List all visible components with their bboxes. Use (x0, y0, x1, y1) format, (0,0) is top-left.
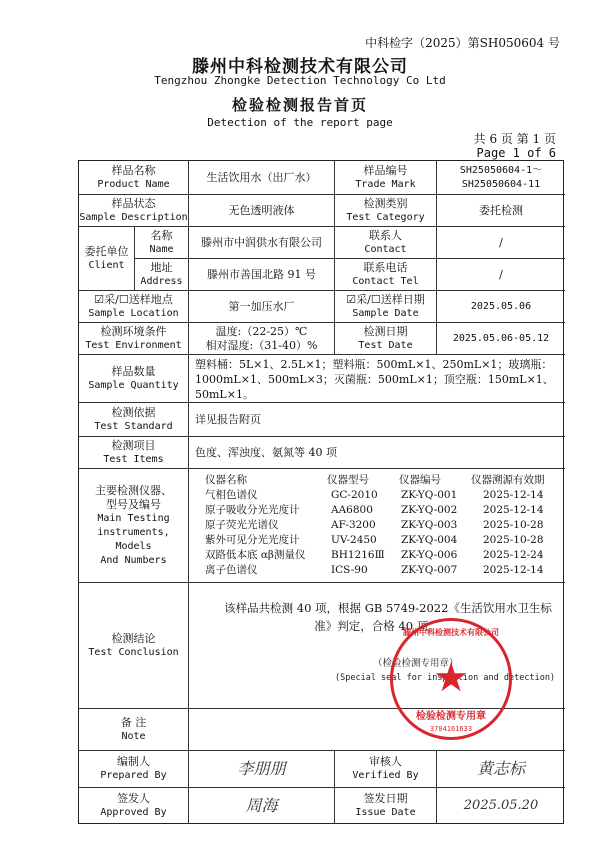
value-sample-location: 第一加压水厂 (189, 291, 335, 323)
value-environment: 温度:（22-25）℃ 相对湿度:（31-40）% (189, 323, 335, 355)
instrument-list (189, 469, 565, 583)
label-note: 备 注 Note (79, 709, 189, 751)
label-instruments: 主要检测仪器、 型号及编号 Main Testing instruments, Models And Numbers (79, 469, 189, 583)
signature-prepared: 李朋朋 (189, 751, 335, 788)
signature-approved: 周海 (189, 788, 335, 823)
seal-label-en: (Special seal for inspection and detection) (335, 673, 556, 683)
report-title-cn: 检验检测报告首页 (231, 96, 368, 114)
value-sample-desc: 无色透明液体 (189, 195, 335, 227)
label-items: 检测项目 Test Items (79, 437, 189, 469)
value-sample-name: 生活饮用水（出厂水） (189, 161, 335, 195)
page-count-en: Page 1 of 6 (476, 146, 556, 160)
label-test-date: 检测日期 Test Date (335, 323, 437, 355)
inst-header-name: 仪器名称 (205, 474, 247, 486)
value-contact-tel: / (437, 259, 565, 291)
table-row: 离子色谱仪 ICS-90 ZK-YQ-007 2025-12-14 (205, 564, 544, 576)
signature-verified: 黄志标 (437, 751, 565, 788)
value-test-category: 委托检测 (437, 195, 565, 227)
value-quantity: 塑料桶：5L×1、2.5L×1；塑料瓶：500mL×1、250mL×1；玻璃瓶：1000mL×1、500mL×3；灭菌瓶：500mL×1；顶空瓶：150mL×1、50mL×1。 (189, 355, 565, 403)
table-row: 双路低本底 αβ测量仪 BH1216Ⅲ ZK-YQ-006 2025-12-24 (205, 549, 544, 561)
seal-bottom-text: 检验检测专用章 (416, 711, 486, 722)
conclusion-text: 该样品共检测 40 项，根据 GB 5749-2022《生活饮用水卫生标准》判定，合格 40 项。 (224, 601, 552, 633)
report-code: 中科检字（2025）第SH050604 号 (365, 36, 560, 50)
label-trade-mark: 样品编号 Trade Mark (335, 161, 437, 195)
label-quantity: 样品数量 Sample Quantity (79, 355, 189, 403)
label-issue-date: 签发日期 Issue Date (335, 788, 437, 823)
company-name-cn: 滕州中科检测技术有限公司 (192, 57, 408, 77)
label-sample-date: ☑采/☐送样日期 Sample Date (335, 291, 437, 323)
value-client-name: 滕州市中润供水有限公司 (189, 227, 335, 259)
label-sample-desc: 样品状态 Sample Description (79, 195, 189, 227)
official-seal (390, 618, 512, 740)
table-row: 原子荧光光谱仪 AF-3200 ZK-YQ-003 2025-10-28 (205, 519, 544, 531)
inst-header-number: 仪器编号 (399, 474, 441, 486)
label-sample-location: ☑采/☐送样地点 Sample Location (79, 291, 189, 323)
value-issue-date: 2025.05.20 (463, 797, 539, 813)
value-standard: 详见报告附页 (189, 403, 565, 437)
label-client-name: 名称 Name (135, 227, 189, 259)
label-client: 委托单位 Client (79, 227, 135, 291)
label-approved: 签发人 Approved By (79, 788, 189, 823)
page-count-cn: 共 6 页 第 1 页 (473, 132, 556, 146)
inst-header-model: 仪器型号 (327, 474, 369, 486)
table-row: 气相色谱仪 GC-2010 ZK-YQ-001 2025-12-14 (205, 489, 544, 501)
seal-number: 3704161633 (429, 725, 473, 733)
star-icon: ★ (433, 655, 469, 701)
seal-label-cn: （检验检测专用章） (373, 658, 459, 669)
table-row: 紫外可见分光光度计 UV-2450 ZK-YQ-004 2025-10-28 (205, 534, 544, 546)
company-name-en: Tengzhou Zhongke Detection Technology Co Ltd (154, 74, 446, 87)
inst-header-validity: 仪器溯源有效期 (471, 474, 545, 486)
label-standard: 检测依据 Test Standard (79, 403, 189, 437)
label-prepared: 编制人 Prepared By (79, 751, 189, 788)
value-test-date: 2025.05.06-05.12 (437, 323, 565, 355)
label-verified: 审核人 Verified By (335, 751, 437, 788)
label-environment: 检测环境条件 Test Environment (79, 323, 189, 355)
label-test-category: 检测类别 Test Category (335, 195, 437, 227)
label-address: 地址 Address (135, 259, 189, 291)
label-conclusion: 检测结论 Test Conclusion (79, 583, 189, 709)
value-items: 色度、浑浊度、氨氮等 40 项 (189, 437, 565, 469)
label-contact: 联系人 Contact (335, 227, 437, 259)
table-row: 原子吸收分光光度计 AA6800 ZK-YQ-002 2025-12-14 (205, 504, 544, 516)
label-sample-name: 样品名称 Product Name (79, 161, 189, 195)
value-contact: / (437, 227, 565, 259)
seal-top-text: 滕州中科检测技术有限公司 (403, 627, 499, 637)
report-title-en: Detection of the report page (207, 116, 393, 129)
value-trade-mark: SH25050604-1～ SH25050604-11 (437, 161, 565, 195)
label-contact-tel: 联系电话 Contact Tel (335, 259, 437, 291)
value-address: 滕州市善国北路 91 号 (189, 259, 335, 291)
value-sample-date: 2025.05.06 (437, 291, 565, 323)
